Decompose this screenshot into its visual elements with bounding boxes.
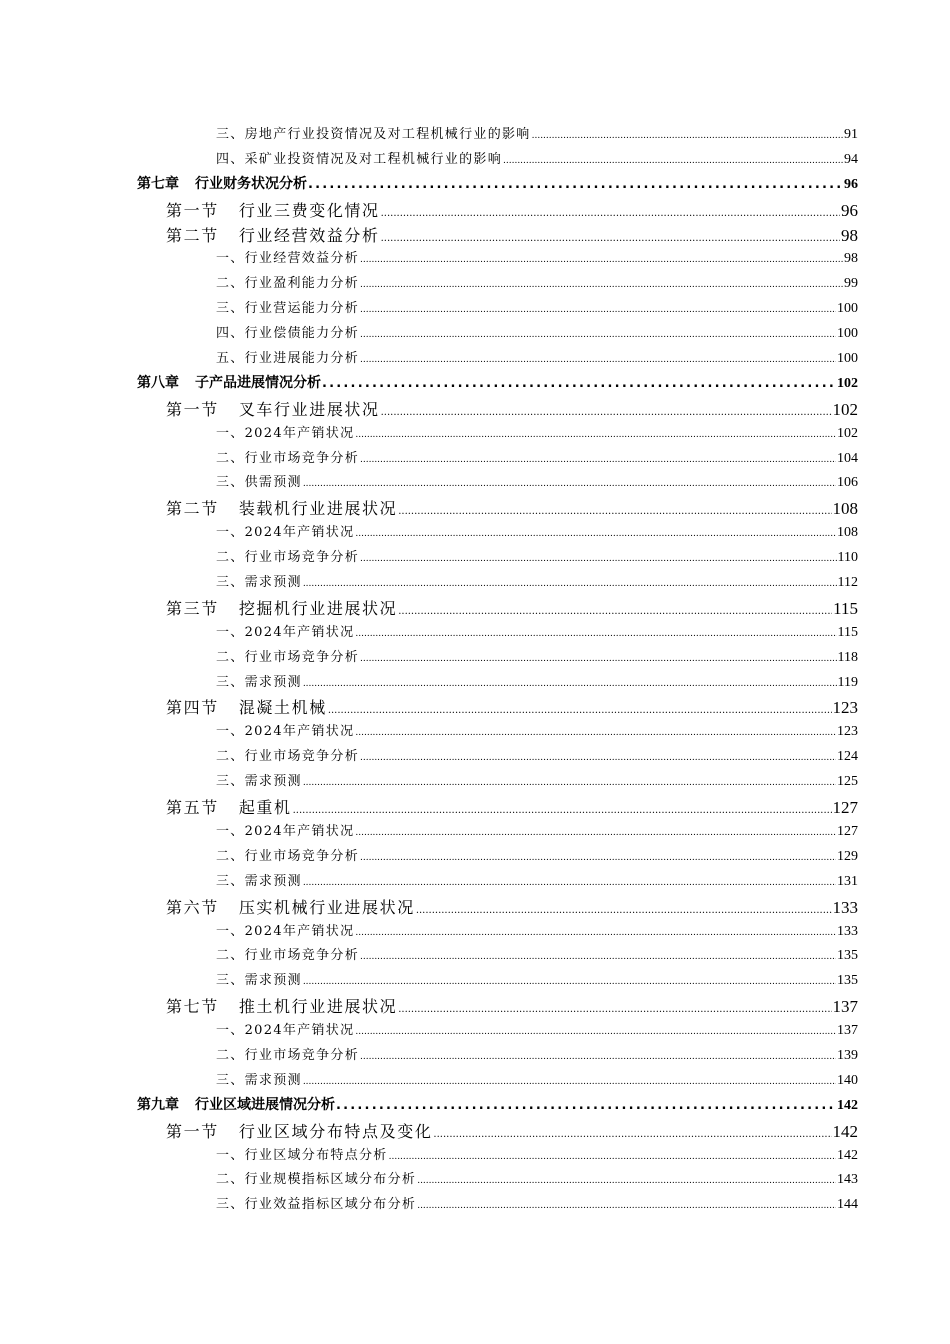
toc-entry-label	[216, 546, 359, 565]
toc-page-number: 133	[837, 923, 858, 939]
toc-section-entry[interactable]	[0, 397, 950, 422]
section-number: 第五节	[166, 798, 219, 818]
dot-leader	[303, 679, 837, 689]
toc-item-entry[interactable]	[0, 272, 950, 297]
toc-entry-title: 三、供需预测	[216, 475, 302, 491]
toc-section-entry[interactable]	[0, 895, 950, 920]
dot-leader	[355, 928, 836, 938]
section-number: 第四节	[166, 698, 219, 718]
toc-section-entry[interactable]	[0, 795, 950, 820]
toc-entry-label	[166, 795, 292, 818]
toc-entry-label	[166, 695, 327, 718]
toc-item-entry[interactable]	[0, 347, 950, 372]
toc-item-entry[interactable]	[0, 845, 950, 870]
toc-item-entry[interactable]	[0, 247, 950, 272]
toc-item-entry[interactable]	[0, 422, 950, 447]
toc-entry-label	[216, 845, 359, 864]
dot-leader	[417, 1176, 836, 1186]
toc-page-number: 133	[832, 897, 858, 917]
toc-entry-label	[216, 422, 354, 441]
toc-entry-title: 二、行业市场竞争分析	[216, 450, 360, 466]
toc-item-entry[interactable]	[0, 447, 950, 472]
toc-entry-title: 一、行业区域分布特点分析	[216, 1147, 388, 1163]
dot-leader	[303, 878, 836, 888]
toc-entry-label	[166, 496, 397, 519]
toc-item-entry[interactable]	[0, 123, 950, 148]
toc-entry-title: 混凝土机械	[238, 698, 327, 718]
toc-item-entry[interactable]	[0, 1193, 950, 1218]
toc-page-number: 140	[837, 1072, 858, 1088]
section-number: 第一节	[166, 1121, 219, 1141]
toc-entry-label	[137, 173, 307, 193]
toc-entry-title: 一、2024年产销状况	[216, 923, 355, 939]
toc-entry-label	[216, 471, 302, 490]
toc-entry-title: 二、行业市场竞争分析	[216, 749, 360, 765]
toc-item-entry[interactable]	[0, 148, 950, 173]
toc-page-number: 91	[844, 127, 858, 142]
toc-entry-label	[137, 1094, 335, 1114]
dot-leader	[293, 805, 832, 816]
toc-entry-label	[216, 745, 359, 764]
toc-item-entry[interactable]	[0, 1019, 950, 1044]
section-number: 第二节	[166, 499, 219, 519]
dot-leader	[355, 728, 836, 738]
toc-page-number: 124	[837, 749, 858, 765]
toc-entry-label	[166, 198, 380, 221]
dot-leader	[355, 1027, 836, 1037]
toc-page-number: 99	[844, 276, 858, 292]
toc-page-number: 119	[837, 674, 858, 690]
dot-leader	[355, 629, 836, 639]
toc-item-entry[interactable]	[0, 546, 950, 571]
toc-entry-label	[216, 123, 531, 142]
toc-item-entry[interactable]	[0, 1144, 950, 1169]
dot-leader	[398, 606, 832, 617]
dot-leader	[417, 1201, 836, 1211]
toc-entry-label	[216, 870, 302, 889]
toc-entry-title: 起重机	[238, 798, 292, 818]
dot-leader	[360, 952, 836, 962]
toc-entry-label	[137, 372, 321, 392]
toc-entry-title: 三、行业效益指标区域分布分析	[216, 1197, 417, 1213]
toc-page-number: 135	[837, 948, 858, 964]
toc-item-entry[interactable]	[0, 621, 950, 646]
toc-item-entry[interactable]	[0, 471, 950, 496]
section-number: 第一节	[166, 399, 219, 419]
toc-entry-title: 二、行业市场竞争分析	[216, 550, 360, 566]
toc-item-entry[interactable]	[0, 770, 950, 795]
toc-item-entry[interactable]	[0, 969, 950, 994]
toc-entry-title: 行业财务状况分析	[195, 175, 307, 192]
dot-leader	[303, 579, 837, 589]
toc-item-entry[interactable]	[0, 1168, 950, 1193]
toc-page-number: 127	[832, 798, 858, 818]
toc-page-number: 102	[837, 425, 858, 441]
toc-page-number: 142	[832, 1121, 858, 1141]
section-number: 第二节	[166, 225, 219, 245]
toc-page-number: 100	[837, 351, 858, 367]
toc-entry-title: 三、需求预测	[216, 973, 302, 989]
dot-leader	[381, 208, 840, 219]
toc-entry-title: 子产品进展情况分析	[195, 374, 321, 391]
toc-entry-title: 三、房地产行业投资情况及对工程机械行业的影响	[216, 127, 531, 142]
toc-item-entry[interactable]	[0, 322, 950, 347]
toc-page-number: 102	[837, 375, 858, 391]
toc-section-entry[interactable]	[0, 596, 950, 621]
dot-leader	[303, 778, 836, 788]
toc-page-number: 123	[832, 698, 858, 718]
toc-page-number: 144	[837, 1197, 858, 1213]
toc-entry-title: 一、2024年产销状况	[216, 624, 355, 640]
dot-leader	[398, 506, 831, 517]
toc-entry-title: 二、行业市场竞争分析	[216, 649, 360, 665]
toc-section-entry[interactable]	[0, 1119, 950, 1144]
toc-page-number: 127	[837, 823, 858, 839]
toc-page-number: 112	[837, 575, 858, 591]
toc-entry-title: 二、行业盈利能力分析	[216, 276, 360, 292]
toc-page-number: 110	[837, 550, 858, 566]
toc-entry-label	[216, 247, 359, 266]
toc-entry-label	[166, 1119, 432, 1142]
dot-leader	[355, 828, 836, 838]
dot-leader	[336, 1098, 836, 1113]
toc-entry-label	[216, 322, 359, 341]
toc-entry-title: 一、2024年产销状况	[216, 1023, 355, 1039]
toc-page-number: 115	[837, 624, 858, 640]
dot-leader	[360, 330, 836, 340]
toc-entry-title: 行业经营效益分析	[238, 225, 380, 245]
toc-page-number: 129	[837, 848, 858, 864]
toc-item-entry[interactable]	[0, 720, 950, 745]
dot-leader	[303, 479, 836, 489]
dot-leader	[355, 529, 836, 539]
toc-page-number: 118	[837, 649, 858, 665]
toc-chapter-entry[interactable]	[0, 173, 950, 198]
toc-entry-title: 三、需求预测	[216, 674, 302, 690]
toc-item-entry[interactable]	[0, 297, 950, 322]
toc-page-number: 104	[837, 450, 858, 466]
toc-entry-title: 一、2024年产销状况	[216, 823, 355, 839]
toc-item-entry[interactable]	[0, 745, 950, 770]
section-number: 第七节	[166, 997, 219, 1017]
toc-entry-title: 五、行业进展能力分析	[216, 351, 360, 367]
toc-page-number: 94	[844, 151, 858, 167]
toc-entry-label	[216, 148, 502, 167]
toc-entry-label	[166, 596, 397, 619]
toc-entry-label	[216, 1193, 416, 1212]
toc-entry-title: 二、行业市场竞争分析	[216, 848, 360, 864]
toc-entry-title: 挖掘机行业进展状况	[238, 598, 398, 618]
toc-section-entry[interactable]	[0, 695, 950, 720]
toc-page-number: 98	[841, 225, 858, 245]
toc-entry-title: 三、需求预测	[216, 873, 302, 889]
dot-leader	[360, 753, 836, 763]
toc-page-number: 123	[837, 724, 858, 740]
toc-item-entry[interactable]	[0, 870, 950, 895]
toc-page-number: 143	[837, 1172, 858, 1188]
toc-entry-title: 二、行业规模指标区域分布分析	[216, 1172, 417, 1188]
toc-entry-label	[216, 571, 302, 590]
toc-page-number: 115	[833, 598, 858, 618]
dot-leader	[360, 280, 843, 290]
toc-entry-title: 三、行业营运能力分析	[216, 301, 360, 317]
dot-leader	[381, 233, 840, 244]
toc-page-number: 142	[837, 1147, 858, 1163]
toc-entry-title: 四、采矿业投资情况及对工程机械行业的影响	[216, 151, 503, 167]
toc-entry-label	[216, 646, 359, 665]
toc-entry-label	[216, 920, 354, 939]
toc-chapter-entry[interactable]	[0, 372, 950, 397]
toc-entry-title: 四、行业偿债能力分析	[216, 326, 360, 342]
toc-entry-label	[216, 671, 302, 690]
toc-item-entry[interactable]	[0, 944, 950, 969]
toc-entry-title: 行业区域分布特点及变化	[238, 1121, 433, 1141]
toc-entry-label	[216, 1019, 354, 1038]
toc-page-number: 98	[844, 251, 858, 267]
toc-page-number: 125	[837, 774, 858, 790]
toc-entry-title: 一、2024年产销状况	[216, 525, 355, 541]
section-number: 第三节	[166, 598, 219, 618]
toc-entry-title: 行业三费变化情况	[238, 200, 380, 220]
toc-entry-label	[216, 770, 302, 789]
toc-item-entry[interactable]	[0, 521, 950, 546]
dot-leader	[381, 407, 832, 418]
toc-entry-label	[216, 1144, 388, 1163]
toc-item-entry[interactable]	[0, 571, 950, 596]
toc-entry-label	[216, 447, 359, 466]
dot-leader	[360, 255, 843, 265]
toc-chapter-entry[interactable]	[0, 1094, 950, 1119]
toc-item-entry[interactable]	[0, 1069, 950, 1094]
toc-entry-label	[216, 1168, 416, 1187]
dot-leader	[328, 705, 832, 716]
toc-entry-label	[166, 895, 415, 918]
toc-page-number: 137	[837, 1023, 858, 1039]
toc-entry-label	[166, 397, 380, 420]
dot-leader	[503, 156, 843, 166]
dot-leader	[398, 1004, 831, 1015]
toc-section-entry[interactable]	[0, 198, 950, 223]
toc-entry-title: 压实机械行业进展状况	[238, 897, 415, 917]
toc-page-number: 96	[844, 176, 858, 192]
toc-page-number: 137	[832, 997, 858, 1017]
dot-leader	[355, 430, 836, 440]
toc-item-entry[interactable]	[0, 820, 950, 845]
toc-entry-title: 行业区域进展情况分析	[195, 1096, 335, 1113]
chapter-number: 第七章	[137, 175, 179, 192]
toc-entry-label	[216, 969, 302, 988]
section-number: 第六节	[166, 897, 219, 917]
dot-leader	[389, 1152, 836, 1162]
toc-entry-label	[216, 272, 359, 291]
toc-entry-title: 三、需求预测	[216, 575, 302, 591]
dot-leader	[360, 355, 836, 365]
toc-entry-title: 一、2024年产销状况	[216, 425, 355, 441]
dot-leader	[360, 853, 836, 863]
toc-entry-label	[216, 297, 359, 316]
toc-item-entry[interactable]	[0, 671, 950, 696]
toc-page-number: 96	[841, 200, 858, 220]
toc-page-number: 142	[837, 1097, 858, 1113]
toc-item-entry[interactable]	[0, 646, 950, 671]
dot-leader	[360, 554, 837, 564]
toc-page-number: 108	[837, 525, 858, 541]
toc-page-number: 100	[837, 326, 858, 342]
toc-entry-label	[216, 1044, 359, 1063]
dot-leader	[360, 1052, 836, 1062]
dot-leader	[360, 654, 837, 664]
toc-entry-title: 二、行业市场竞争分析	[216, 1047, 360, 1063]
toc-page-number: 108	[832, 499, 858, 519]
chapter-number: 第九章	[137, 1096, 179, 1113]
toc-entry-title: 一、2024年产销状况	[216, 724, 355, 740]
toc-entry-label	[216, 347, 359, 366]
toc-page-number: 100	[837, 301, 858, 317]
toc-entry-label	[166, 223, 380, 246]
toc-entry-title: 三、需求预测	[216, 1072, 302, 1088]
toc-entry-label	[216, 820, 354, 839]
dot-leader	[360, 305, 836, 315]
toc-entry-title: 三、需求预测	[216, 774, 302, 790]
toc-page-number: 106	[837, 475, 858, 491]
toc-entry-label	[216, 521, 354, 540]
dot-leader	[303, 1077, 836, 1087]
toc-item-entry[interactable]	[0, 1044, 950, 1069]
toc-page-number: 102	[832, 399, 858, 419]
section-number: 第一节	[166, 200, 219, 220]
toc-entry-title: 叉车行业进展状况	[238, 399, 380, 419]
dot-leader	[416, 905, 832, 916]
toc-entry-title: 装载机行业进展状况	[238, 499, 398, 519]
dot-leader	[322, 376, 836, 391]
toc-section-entry[interactable]	[0, 496, 950, 521]
toc-entry-label	[216, 621, 354, 640]
toc-entry-label	[166, 994, 397, 1017]
dot-leader	[303, 977, 836, 987]
toc-entry-title: 二、行业市场竞争分析	[216, 948, 360, 964]
toc-section-entry[interactable]	[0, 223, 950, 248]
toc-item-entry[interactable]	[0, 920, 950, 945]
toc-entry-label	[216, 1069, 302, 1088]
dot-leader	[308, 177, 843, 192]
toc-section-entry[interactable]	[0, 994, 950, 1019]
toc-entry-label	[216, 944, 359, 963]
toc-page-number: 131	[837, 873, 858, 889]
toc-page-number: 135	[837, 973, 858, 989]
dot-leader	[360, 455, 836, 465]
chapter-number: 第八章	[137, 374, 179, 391]
table-of-contents	[0, 123, 950, 1218]
toc-entry-label	[216, 720, 354, 739]
dot-leader	[532, 131, 843, 141]
toc-entry-title: 一、行业经营效益分析	[216, 251, 360, 267]
dot-leader	[433, 1129, 831, 1140]
toc-page-number: 139	[837, 1047, 858, 1063]
toc-entry-title: 推土机行业进展状况	[238, 997, 398, 1017]
